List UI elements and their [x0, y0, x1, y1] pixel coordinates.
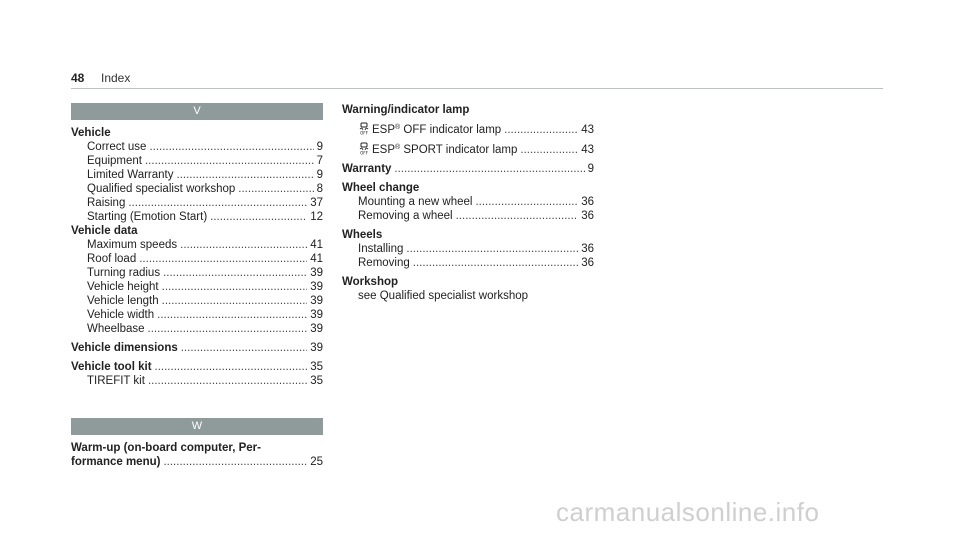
index-heading-vehicle: Vehicle — [71, 127, 111, 139]
leader-dots — [149, 140, 313, 154]
entry-page: 12 — [310, 211, 323, 223]
entry-page: 36 — [581, 243, 594, 255]
index-entry[interactable] — [71, 294, 323, 308]
index-column-right — [342, 103, 594, 303]
entry-page: 43 — [581, 144, 594, 156]
entry-page: 36 — [581, 196, 594, 208]
entry-page: 39 — [310, 281, 323, 293]
index-heading-vehicle-tool-kit[interactable] — [71, 360, 323, 374]
index-entry[interactable] — [71, 322, 323, 336]
index-entry[interactable] — [71, 374, 323, 388]
index-heading-vehicle-data: Vehicle data — [71, 225, 138, 237]
leader-dots — [520, 143, 578, 157]
skidding-car-off-icon — [358, 142, 370, 155]
index-entry[interactable] — [342, 209, 594, 223]
index-entry[interactable] — [342, 142, 594, 157]
entry-label: Starting (Emotion Start) — [87, 211, 208, 223]
entry-label: Correct use — [87, 141, 147, 153]
index-column-left — [71, 103, 323, 469]
leader-dots — [210, 210, 307, 224]
entry-page: 35 — [310, 375, 323, 387]
entry-page: 39 — [310, 323, 323, 335]
entry-page: 9 — [587, 163, 594, 175]
leader-dots — [181, 341, 307, 355]
entry-page: 8 — [316, 183, 323, 195]
entry-page: 36 — [581, 257, 594, 269]
esp-label: ESP — [372, 144, 396, 156]
leader-dots — [162, 280, 308, 294]
leader-dots — [145, 154, 314, 168]
entry-page: 36 — [581, 210, 594, 222]
entry-label: TIREFIT kit — [87, 375, 145, 387]
index-entry[interactable] — [71, 154, 323, 168]
leader-dots — [128, 196, 307, 210]
entry-page: 9 — [316, 141, 323, 153]
registered-mark: ® — [395, 124, 401, 131]
leader-dots — [180, 238, 307, 252]
entry-page: 41 — [310, 253, 323, 265]
index-heading-wheel-change: Wheel change — [342, 182, 420, 194]
entry-page: 43 — [581, 124, 594, 136]
entry-page: 39 — [310, 342, 323, 354]
leader-dots — [157, 308, 307, 322]
section-letter-w: W — [71, 418, 323, 435]
entry-page: 35 — [310, 361, 323, 373]
entry-page: 39 — [310, 295, 323, 307]
see-reference: see Qualified specialist workshop — [358, 290, 529, 302]
leader-dots — [475, 195, 578, 209]
index-entry[interactable] — [71, 252, 323, 266]
index-entry[interactable] — [71, 182, 323, 196]
entry-label: SPORT indicator lamp — [403, 144, 518, 156]
index-heading-workshop: Workshop — [342, 276, 399, 288]
index-entry[interactable] — [71, 140, 323, 154]
page-header — [71, 70, 883, 89]
entry-label: Limited Warranty — [87, 169, 174, 181]
entry-label: Mounting a new wheel — [358, 196, 473, 208]
entry-page: 25 — [310, 456, 323, 468]
entry-label: Raising — [87, 197, 126, 209]
registered-mark: ® — [395, 144, 401, 151]
index-heading-warmup[interactable] — [71, 455, 323, 469]
svg-text:OFF: OFF — [360, 150, 368, 155]
entry-label: Removing — [358, 257, 410, 269]
leader-dots — [413, 256, 578, 270]
index-entry[interactable] — [342, 256, 594, 270]
entry-label: OFF indicator lamp — [403, 124, 502, 136]
index-heading-warning-lamp: Warning/indicator lamp — [342, 104, 470, 116]
entry-page: 9 — [316, 169, 323, 181]
section-letter-v: V — [71, 103, 323, 120]
index-entry[interactable] — [71, 308, 323, 322]
leader-dots — [148, 322, 308, 336]
entry-label: Warranty — [342, 163, 392, 175]
index-heading-warmup-line1: Warm-up (on-board computer, Per- — [71, 442, 261, 454]
index-see-also[interactable] — [342, 289, 594, 303]
svg-text:OFF: OFF — [360, 130, 368, 135]
index-entry[interactable] — [342, 122, 594, 137]
leader-dots — [406, 242, 578, 256]
entry-label: Vehicle dimensions — [71, 342, 178, 354]
leader-dots — [148, 374, 307, 388]
index-entry[interactable] — [71, 238, 323, 252]
entry-label: Roof load — [87, 253, 137, 265]
entry-label: Equipment — [87, 155, 142, 167]
entry-label: formance menu) — [71, 456, 161, 468]
index-entry[interactable] — [71, 168, 323, 182]
leader-dots — [163, 455, 307, 469]
index-entry[interactable] — [71, 266, 323, 280]
page-number: 48 — [71, 71, 85, 85]
entry-label: Vehicle height — [87, 281, 159, 293]
skidding-car-off-icon — [358, 122, 370, 135]
leader-dots — [139, 252, 307, 266]
index-heading-wheels: Wheels — [342, 229, 383, 241]
index-entry[interactable] — [71, 280, 323, 294]
watermark: carmanualsonline.info — [556, 497, 820, 527]
entry-label: Removing a wheel — [358, 210, 453, 222]
page-title: Index — [101, 71, 131, 85]
entry-page: 41 — [310, 239, 323, 251]
leader-dots — [155, 360, 308, 374]
leader-dots — [456, 209, 579, 223]
index-heading-warranty[interactable] — [342, 162, 594, 176]
entry-label: Wheelbase — [87, 323, 145, 335]
esp-label: ESP — [372, 124, 396, 136]
entry-page: 39 — [310, 267, 323, 279]
leader-dots — [394, 162, 584, 176]
entry-label: Qualified specialist workshop — [87, 183, 236, 195]
leader-dots — [238, 182, 313, 196]
entry-page: 37 — [310, 197, 323, 209]
entry-label: Installing — [358, 243, 404, 255]
entry-label: Vehicle width — [87, 309, 155, 321]
leader-dots — [163, 266, 307, 280]
entry-label: Maximum speeds — [87, 239, 178, 251]
index-entry[interactable] — [342, 242, 594, 256]
entry-page: 7 — [316, 155, 323, 167]
entry-label: Turning radius — [87, 267, 161, 279]
entry-label: Vehicle length — [87, 295, 159, 307]
leader-dots — [177, 168, 314, 182]
leader-dots — [504, 123, 578, 137]
entry-label: Vehicle tool kit — [71, 361, 152, 373]
entry-page: 39 — [310, 309, 323, 321]
index-entry[interactable] — [342, 195, 594, 209]
index-entry[interactable] — [71, 210, 323, 224]
index-heading-vehicle-dimensions[interactable] — [71, 341, 323, 355]
leader-dots — [162, 294, 308, 308]
index-entry[interactable] — [71, 196, 323, 210]
